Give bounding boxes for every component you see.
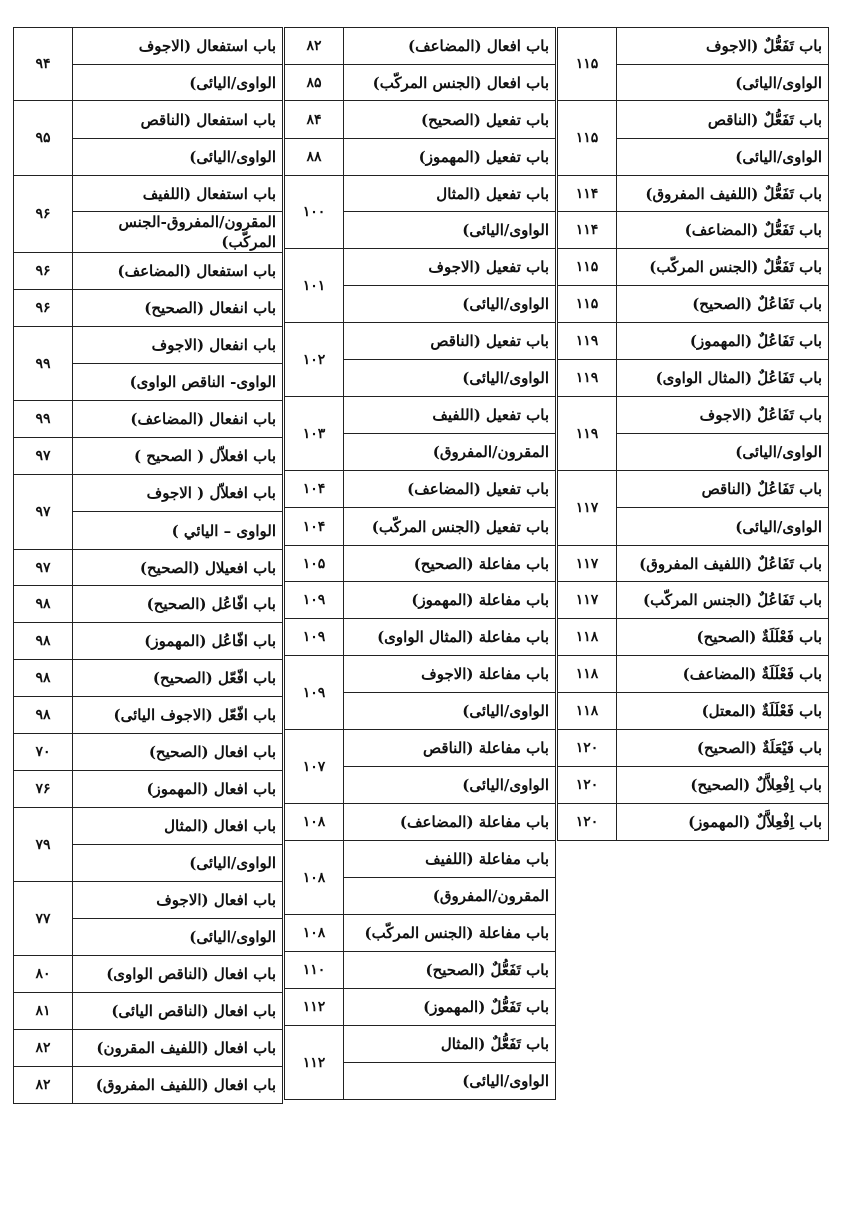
index-table-column-1 (557, 27, 829, 841)
chapter-title-cell: الواوی- الناقص الواوی) (73, 364, 283, 401)
page-number-cell: ۱۰۴ (285, 508, 344, 546)
page-number-cell: ۹۵ (14, 101, 73, 176)
chapter-title-cell: الواوی/الیائی) (344, 360, 556, 397)
page-number-cell: ۸۴ (285, 101, 344, 139)
chapter-title-cell: باب تفعیل (الناقص (344, 323, 556, 360)
chapter-title-cell: باب اِفْعِلاَّلٌ (الصحیح) (617, 767, 829, 804)
page-number-cell: ۹۶ (14, 290, 73, 327)
chapter-title-cell: باب تَفَعُّلٌ (الصحیح) (344, 952, 556, 989)
chapter-title-cell: باب مفاعلة (الصحیح) (344, 546, 556, 582)
chapter-title-cell: باب فَعْلَلَةٌ (الصحیح) (617, 619, 829, 656)
table-row (285, 619, 556, 656)
page-number-cell: ۱۱۸ (558, 693, 617, 730)
page-number-cell: ۱۱۹ (558, 360, 617, 397)
table-row (14, 401, 283, 438)
chapter-title-cell: باب تَفَعُّلٌ (الاجوف (617, 28, 829, 65)
chapter-title-cell: الواوی/الیائی) (344, 286, 556, 323)
chapter-title-cell: باب تَفَاعُلٌ (الجنس المركّب) (617, 582, 829, 619)
page-number-cell: ۱۲۰ (558, 767, 617, 804)
chapter-title-cell: باب انفعال (المضاعف) (73, 401, 283, 438)
table-row (558, 360, 829, 397)
chapter-title-cell: باب افّعّل (الصحیح) (73, 660, 283, 697)
page-number-cell: ۷۹ (14, 808, 73, 882)
chapter-title-cell: باب افعال (المهموز) (73, 771, 283, 808)
page-number-cell: ۱۰۹ (285, 656, 344, 730)
table-row (285, 249, 556, 286)
chapter-title-cell: باب تَفَاعُلٌ (اللفیف المفروق) (617, 546, 829, 582)
page-number-cell: ۹۷ (14, 550, 73, 586)
table-row (14, 697, 283, 734)
table-row (285, 730, 556, 767)
table-row (285, 546, 556, 582)
page-number-cell: ۱۰۴ (285, 471, 344, 508)
chapter-title-cell: باب تَفَعُّلٌ (المضاعف) (617, 212, 829, 249)
chapter-title-cell: باب انفعال (الصحیح) (73, 290, 283, 327)
chapter-title-cell: باب تَفَاعُلٌ (المثال الواوی) (617, 360, 829, 397)
page-number-cell: ۸۵ (285, 65, 344, 101)
table-row (285, 508, 556, 546)
index-table-column-2 (284, 27, 556, 1100)
page-number-cell: ۱۰۸ (285, 804, 344, 841)
chapter-title-cell: باب تفعیل (المهموز) (344, 139, 556, 176)
table-row (285, 841, 556, 878)
page-number-cell: ۱۰۰ (285, 176, 344, 249)
chapter-title-cell: الواوی/الیائی) (344, 693, 556, 730)
chapter-title-cell: باب تفعیل (المثال (344, 176, 556, 212)
page-number-cell: ۱۱۲ (285, 989, 344, 1026)
chapter-title-cell: باب تَفَعُّلٌ (الناقص (617, 101, 829, 139)
chapter-title-cell: باب افعلاّل ( الاجوف (73, 475, 283, 512)
chapter-title-cell: الواوی/الیائی) (73, 139, 283, 176)
chapter-title-cell: باب فَعْلَلَةٌ (المضاعف) (617, 656, 829, 693)
page-number-cell: ۱۰۵ (285, 546, 344, 582)
page-number-cell: ۱۲۰ (558, 804, 617, 841)
table-row (285, 139, 556, 176)
chapter-title-cell: الواوی/الیائی) (73, 845, 283, 882)
table-row (285, 989, 556, 1026)
page-number-cell: ۱۱۵ (558, 101, 617, 176)
table-row (14, 771, 283, 808)
page-number-cell: ۹۷ (14, 438, 73, 475)
table-row (285, 1026, 556, 1063)
page-number-cell: ۹۴ (14, 28, 73, 101)
table-row (14, 550, 283, 586)
chapter-title-cell: باب تَفَاعُلٌ (الصحیح) (617, 286, 829, 323)
chapter-title-cell: باب فَعْلَلَةٌ (المعتل) (617, 693, 829, 730)
page-number-cell: ۱۱۹ (558, 323, 617, 360)
chapter-title-cell: الواوی – الیائي ) (73, 512, 283, 550)
table-row (14, 660, 283, 697)
page-number-cell: ۱۰۷ (285, 730, 344, 804)
page-number-cell: ۹۸ (14, 660, 73, 697)
table-row (558, 249, 829, 286)
table-row (14, 327, 283, 364)
chapter-title-cell: باب افعلاّل ( الصحیح ) (73, 438, 283, 475)
page-number-cell: ۸۱ (14, 993, 73, 1030)
table-row (285, 101, 556, 139)
page-number-cell: ۷۶ (14, 771, 73, 808)
table-row (14, 28, 283, 65)
page-number-cell: ۱۰۹ (285, 582, 344, 619)
table-row (14, 1030, 283, 1067)
chapter-title-cell: باب تَفَعُّلٌ (الجنس المركّب) (617, 249, 829, 286)
chapter-title-cell: الواوی/الیائی) (344, 212, 556, 249)
page-number-cell: ۹۷ (14, 475, 73, 550)
chapter-title-cell: باب مفاعلة (المهموز) (344, 582, 556, 619)
page-number-cell: ۱۱۵ (558, 286, 617, 323)
chapter-title-cell: باب انفعال (الاجوف (73, 327, 283, 364)
table-row (558, 693, 829, 730)
table-row (285, 582, 556, 619)
page-number-cell: ۱۰۱ (285, 249, 344, 323)
chapter-title-cell: باب تفعیل (الجنس المركّب) (344, 508, 556, 546)
table-row (285, 656, 556, 693)
chapter-title-cell: الواوی/الیائی) (617, 508, 829, 546)
chapter-title-cell: باب افعال (المثال (73, 808, 283, 845)
chapter-title-cell: باب تَفَعُّلٌ (المثال (344, 1026, 556, 1063)
page-number-cell: ۸۲ (285, 28, 344, 65)
table-row (14, 438, 283, 475)
table-row (285, 471, 556, 508)
table-row (14, 253, 283, 290)
chapter-title-cell: باب استفعال (اللفیف (73, 176, 283, 212)
page-number-cell: ۱۱۷ (558, 471, 617, 546)
table-row (558, 619, 829, 656)
table-row (558, 471, 829, 508)
table-row (285, 397, 556, 434)
chapter-title-cell: باب مفاعلة (المثال الواوی) (344, 619, 556, 656)
table-row (558, 212, 829, 249)
chapter-title-cell: باب افعیلال (الصحیح) (73, 550, 283, 586)
table-row (558, 656, 829, 693)
chapter-title-cell: المقرون/المفروق-الجنس المركّب) (73, 212, 283, 253)
chapter-title-cell: باب استفعال (الاجوف (73, 28, 283, 65)
chapter-title-cell: الواوی/الیائی) (344, 1063, 556, 1100)
page-number-cell: ۱۰۳ (285, 397, 344, 471)
table-row (558, 101, 829, 139)
index-table-column-3 (13, 27, 283, 1104)
page-number-cell: ۹۸ (14, 623, 73, 660)
table-row (558, 546, 829, 582)
page-number-cell: ۸۸ (285, 139, 344, 176)
page-number-cell: ۱۱۲ (285, 1026, 344, 1100)
table-row (285, 176, 556, 212)
table-row (14, 808, 283, 845)
chapter-title-cell: الواوی/الیائی) (73, 919, 283, 956)
chapter-title-cell: باب افّاعُل (الصحیح) (73, 586, 283, 623)
table-row (558, 323, 829, 360)
table-row (14, 956, 283, 993)
table-row (14, 586, 283, 623)
page-number-cell: ۱۱۰ (285, 952, 344, 989)
page-number-cell: ۹۹ (14, 401, 73, 438)
table-row (285, 65, 556, 101)
table-row (285, 804, 556, 841)
chapter-title-cell: باب تَفَاعُلٌ (المهموز) (617, 323, 829, 360)
table-row (558, 28, 829, 65)
page-number-cell: ۱۱۸ (558, 656, 617, 693)
chapter-title-cell: باب افعال (الصحیح) (73, 734, 283, 771)
chapter-title-cell: باب افّاعُل (المهموز) (73, 623, 283, 660)
table-row (285, 28, 556, 65)
chapter-title-cell: باب افعال (الجنس المركّب) (344, 65, 556, 101)
chapter-title-cell: باب تَفَعُّلٌ (المهموز) (344, 989, 556, 1026)
table-row (285, 323, 556, 360)
page-number-cell: ۹۹ (14, 327, 73, 401)
chapter-title-cell: الواوی/الیائی) (344, 767, 556, 804)
chapter-title-cell: باب افعال (اللفیف المفروق) (73, 1067, 283, 1104)
chapter-title-cell: باب افّعّل (الاجوف الیائی) (73, 697, 283, 734)
page-number-cell: ۱۱۹ (558, 397, 617, 471)
table-row (14, 475, 283, 512)
page-number-cell: ۸۰ (14, 956, 73, 993)
page-number-cell: ۹۸ (14, 697, 73, 734)
page-number-cell: ۱۱۷ (558, 582, 617, 619)
page-number-cell: ۹۸ (14, 586, 73, 623)
page-number-cell: ۹۶ (14, 176, 73, 253)
chapter-title-cell: الواوی/الیائی) (617, 434, 829, 471)
chapter-title-cell: باب مفاعلة (اللفیف (344, 841, 556, 878)
chapter-title-cell: الواوی/الیائی) (73, 65, 283, 101)
table-row (558, 286, 829, 323)
chapter-title-cell: باب استفعال (الناقص (73, 101, 283, 139)
chapter-title-cell: باب مفاعلة (المضاعف) (344, 804, 556, 841)
chapter-title-cell: باب تفعیل (الصحیح) (344, 101, 556, 139)
chapter-title-cell: باب تَفَاعُلٌ (الاجوف (617, 397, 829, 434)
page-number-cell: ۸۲ (14, 1030, 73, 1067)
chapter-title-cell: باب افعال (الاجوف (73, 882, 283, 919)
chapter-title-cell: باب افعال (المضاعف) (344, 28, 556, 65)
chapter-title-cell: باب استفعال (المضاعف) (73, 253, 283, 290)
table-row (14, 882, 283, 919)
table-row (14, 1067, 283, 1104)
chapter-title-cell: باب افعال (الناقص الواوی) (73, 956, 283, 993)
table-row (14, 993, 283, 1030)
page-number-cell: ۹۶ (14, 253, 73, 290)
table-row (14, 734, 283, 771)
table-row (14, 290, 283, 327)
chapter-title-cell: باب تفعیل (الاجوف (344, 249, 556, 286)
chapter-title-cell: باب افعال (الناقص الیائی) (73, 993, 283, 1030)
chapter-title-cell: باب مفاعلة (الجنس المركّب) (344, 915, 556, 952)
table-row (14, 176, 283, 212)
chapter-title-cell: باب فَیْعَلَةٌ (الصحیح) (617, 730, 829, 767)
page-number-cell: ۱۱۸ (558, 619, 617, 656)
chapter-title-cell: المقرون/المفروق) (344, 878, 556, 915)
page-number-cell: ۷۰ (14, 734, 73, 771)
page-number-cell: ۱۱۴ (558, 176, 617, 212)
table-row (558, 767, 829, 804)
chapter-title-cell: المقرون/المفروق) (344, 434, 556, 471)
chapter-title-cell: باب مفاعلة (الناقص (344, 730, 556, 767)
page-number-cell: ۱۰۲ (285, 323, 344, 397)
table-row (14, 101, 283, 139)
page-number-cell: ۱۲۰ (558, 730, 617, 767)
page-number-cell: ۱۱۵ (558, 249, 617, 286)
chapter-title-cell: باب تفعیل (اللفیف (344, 397, 556, 434)
table-row (285, 952, 556, 989)
table-row (558, 176, 829, 212)
chapter-title-cell: باب اِفْعِلاَّلٌ (المهموز) (617, 804, 829, 841)
table-row (14, 623, 283, 660)
table-row (558, 730, 829, 767)
chapter-title-cell: باب مفاعلة (الاجوف (344, 656, 556, 693)
table-row (558, 582, 829, 619)
page-number-cell: ۱۰۸ (285, 915, 344, 952)
page-number-cell: ۱۱۴ (558, 212, 617, 249)
chapter-title-cell: الواوی/الیائی) (617, 139, 829, 176)
table-row (285, 915, 556, 952)
chapter-title-cell: باب تَفَاعُلٌ (الناقص (617, 471, 829, 508)
chapter-title-cell: الواوی/الیائی) (617, 65, 829, 101)
chapter-title-cell: باب تَفَعُّلٌ (اللفیف المفروق) (617, 176, 829, 212)
chapter-title-cell: باب تفعیل (المضاعف) (344, 471, 556, 508)
page-number-cell: ۷۷ (14, 882, 73, 956)
page-number-cell: ۸۲ (14, 1067, 73, 1104)
page-number-cell: ۱۱۵ (558, 28, 617, 101)
table-row (558, 397, 829, 434)
page-number-cell: ۱۰۸ (285, 841, 344, 915)
page-number-cell: ۱۱۷ (558, 546, 617, 582)
page-number-cell: ۱۰۹ (285, 619, 344, 656)
table-row (558, 804, 829, 841)
chapter-title-cell: باب افعال (اللفیف المقرون) (73, 1030, 283, 1067)
